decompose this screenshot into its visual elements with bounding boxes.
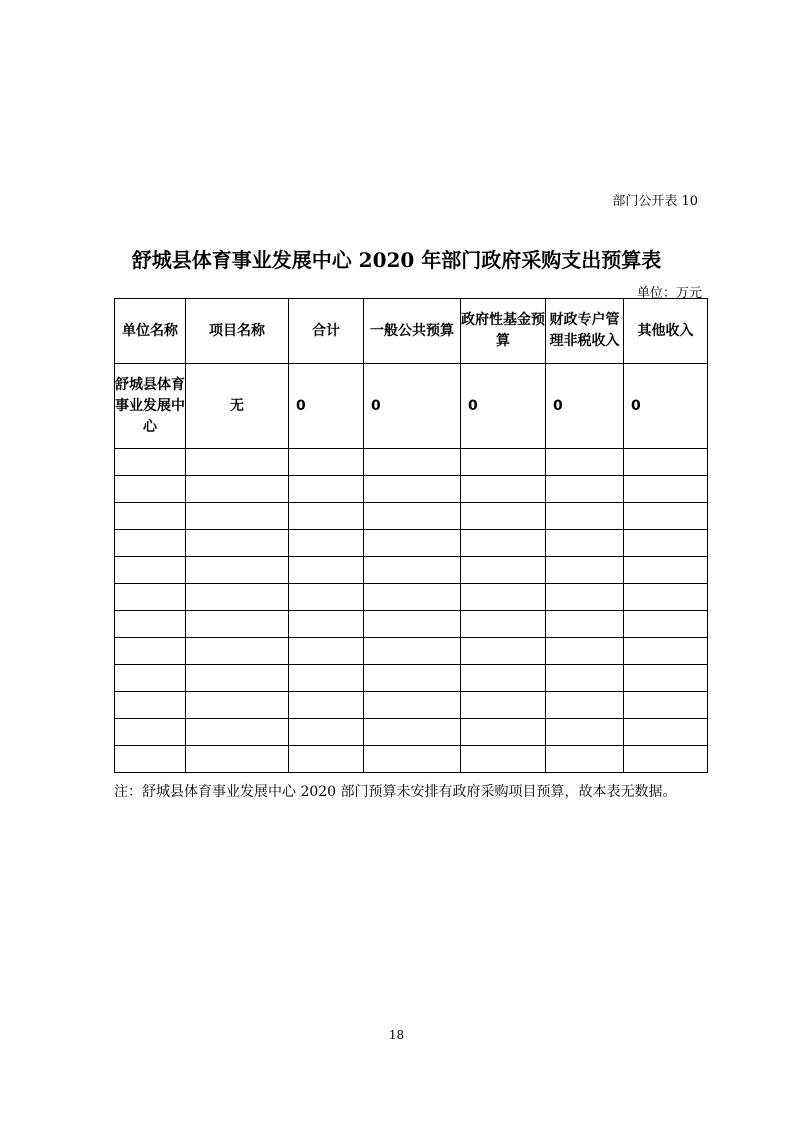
- empty-cell: [186, 476, 289, 503]
- empty-cell: [546, 503, 624, 530]
- empty-cell: [624, 584, 708, 611]
- header-special-account-revenue: 财政专户管理非税收入: [546, 299, 624, 364]
- empty-table-row: [115, 692, 708, 719]
- empty-cell: [289, 476, 364, 503]
- header-item-name: 项目名称: [186, 299, 289, 364]
- empty-cell: [461, 503, 546, 530]
- empty-cell: [289, 611, 364, 638]
- empty-table-row: [115, 665, 708, 692]
- empty-cell: [461, 638, 546, 665]
- unit-label: 单位：万元: [636, 286, 702, 301]
- footnote: 注：舒城县体育事业发展中心 2020 部门预算未安排有政府采购项目预算，故本表无数据。: [114, 784, 677, 800]
- empty-cell: [115, 449, 186, 476]
- header-total: 合计: [289, 299, 364, 364]
- empty-cell: [364, 530, 461, 557]
- page-number: 18: [388, 1028, 405, 1042]
- empty-cell: [289, 557, 364, 584]
- empty-cell: [624, 719, 708, 746]
- empty-cell: [624, 557, 708, 584]
- page-title: 舒城县体育事业发展中心 2020 年部门政府采购支出预算表: [131, 248, 662, 272]
- empty-cell: [186, 692, 289, 719]
- empty-cell: [186, 449, 289, 476]
- empty-cell: [461, 746, 546, 773]
- empty-cell: [364, 503, 461, 530]
- empty-table-row: [115, 611, 708, 638]
- procurement-budget-table: [114, 298, 708, 773]
- empty-cell: [289, 584, 364, 611]
- empty-cell: [289, 719, 364, 746]
- empty-cell: [186, 584, 289, 611]
- cell-special-account-revenue: 0: [546, 364, 624, 449]
- empty-cell: [186, 746, 289, 773]
- empty-table-row: [115, 530, 708, 557]
- cell-total: 0: [289, 364, 364, 449]
- empty-cell: [289, 530, 364, 557]
- empty-cell: [624, 449, 708, 476]
- empty-cell: [624, 638, 708, 665]
- table-row: [115, 364, 708, 449]
- empty-cell: [624, 530, 708, 557]
- empty-cell: [364, 719, 461, 746]
- empty-cell: [289, 692, 364, 719]
- empty-cell: [364, 476, 461, 503]
- empty-cell: [546, 530, 624, 557]
- empty-cell: [115, 665, 186, 692]
- empty-cell: [364, 746, 461, 773]
- header-unit-name: 单位名称: [115, 299, 186, 364]
- empty-cell: [546, 557, 624, 584]
- empty-table-row: [115, 557, 708, 584]
- empty-cell: [186, 611, 289, 638]
- empty-table-row: [115, 719, 708, 746]
- empty-cell: [115, 557, 186, 584]
- empty-cell: [461, 665, 546, 692]
- empty-cell: [186, 638, 289, 665]
- empty-cell: [461, 476, 546, 503]
- empty-cell: [364, 584, 461, 611]
- header-other-revenue: 其他收入: [624, 299, 708, 364]
- empty-cell: [624, 665, 708, 692]
- empty-cell: [546, 692, 624, 719]
- empty-cell: [546, 638, 624, 665]
- empty-cell: [364, 557, 461, 584]
- empty-cell: [186, 719, 289, 746]
- cell-item-name: 无: [186, 364, 289, 449]
- empty-cell: [289, 746, 364, 773]
- empty-cell: [289, 638, 364, 665]
- header-gov-fund-budget: 政府性基金预算: [461, 299, 546, 364]
- empty-table-row: [115, 449, 708, 476]
- empty-table-row: [115, 476, 708, 503]
- empty-cell: [364, 692, 461, 719]
- empty-cell: [186, 503, 289, 530]
- empty-cell: [289, 665, 364, 692]
- empty-cell: [115, 503, 186, 530]
- empty-cell: [289, 449, 364, 476]
- cell-unit-name: 舒城县体育事业发展中心: [115, 364, 186, 449]
- empty-cell: [186, 557, 289, 584]
- cell-other-revenue: 0: [624, 364, 708, 449]
- empty-cell: [289, 503, 364, 530]
- empty-cell: [624, 476, 708, 503]
- empty-cell: [186, 530, 289, 557]
- empty-cell: [186, 665, 289, 692]
- empty-cell: [546, 719, 624, 746]
- empty-cell: [624, 503, 708, 530]
- empty-cell: [115, 692, 186, 719]
- empty-table-row: [115, 746, 708, 773]
- empty-cell: [364, 638, 461, 665]
- empty-cell: [624, 611, 708, 638]
- empty-cell: [461, 584, 546, 611]
- empty-cell: [461, 611, 546, 638]
- form-number: 部门公开表 10: [612, 194, 698, 209]
- empty-table-row: [115, 503, 708, 530]
- empty-table-row: [115, 638, 708, 665]
- empty-cell: [546, 746, 624, 773]
- empty-cell: [115, 476, 186, 503]
- empty-cell: [364, 449, 461, 476]
- empty-cell: [546, 611, 624, 638]
- empty-cell: [115, 638, 186, 665]
- empty-cell: [461, 449, 546, 476]
- empty-cell: [546, 476, 624, 503]
- empty-cell: [115, 611, 186, 638]
- empty-cell: [364, 665, 461, 692]
- empty-cell: [364, 611, 461, 638]
- header-row: [115, 299, 708, 364]
- empty-cell: [546, 449, 624, 476]
- empty-cell: [461, 692, 546, 719]
- empty-cell: [115, 746, 186, 773]
- empty-cell: [461, 719, 546, 746]
- empty-cell: [115, 584, 186, 611]
- empty-cell: [461, 530, 546, 557]
- empty-table-row: [115, 584, 708, 611]
- cell-general-budget: 0: [364, 364, 461, 449]
- empty-cell: [546, 665, 624, 692]
- header-general-budget: 一般公共预算: [364, 299, 461, 364]
- empty-cell: [624, 692, 708, 719]
- empty-cell: [115, 530, 186, 557]
- empty-cell: [546, 584, 624, 611]
- empty-cell: [115, 719, 186, 746]
- empty-cell: [624, 746, 708, 773]
- empty-cell: [461, 557, 546, 584]
- cell-gov-fund-budget: 0: [461, 364, 546, 449]
